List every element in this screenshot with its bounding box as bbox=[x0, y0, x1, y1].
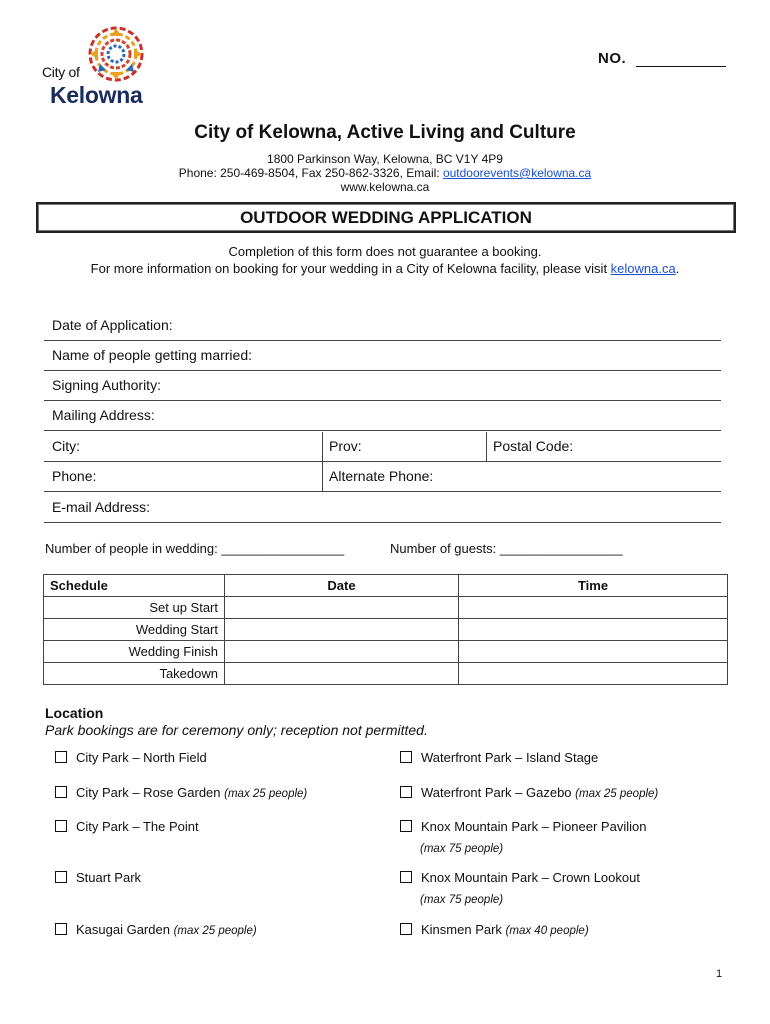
booking-disclaimer: Completion of this form does not guarantee a booking. bbox=[228, 244, 542, 259]
logo-name-text: Kelowna bbox=[50, 82, 143, 108]
time-cell[interactable] bbox=[459, 597, 728, 619]
phone-row bbox=[44, 462, 721, 492]
time-cell[interactable] bbox=[459, 663, 728, 685]
table-row bbox=[44, 597, 728, 619]
checkbox-icon[interactable] bbox=[55, 751, 67, 763]
location-option-pioneer-pavilion[interactable] bbox=[400, 819, 646, 834]
names-label: Name of people getting married: bbox=[52, 347, 252, 363]
location-heading: Location bbox=[45, 705, 104, 721]
kelowna-link[interactable]: kelowna.ca bbox=[610, 261, 676, 276]
schedule-table bbox=[43, 574, 728, 685]
email-field[interactable] bbox=[44, 493, 721, 523]
table-header-row bbox=[44, 575, 728, 597]
wedding-people-count[interactable]: Number of people in wedding: _________________ bbox=[45, 541, 345, 556]
city-logo bbox=[40, 26, 150, 110]
capacity-note: (max 25 people) bbox=[224, 788, 308, 800]
location-option-stuart-park[interactable] bbox=[55, 870, 141, 885]
date-cell[interactable] bbox=[225, 597, 459, 619]
time-header: Time bbox=[459, 575, 728, 597]
city-row bbox=[44, 432, 721, 462]
location-option-kasugai-garden[interactable] bbox=[55, 922, 257, 937]
more-info-note bbox=[0, 261, 770, 276]
address-line: 1800 Parkinson Way, Kelowna, BC V1Y 4P9 bbox=[267, 152, 503, 166]
capacity-note: (max 75 people) bbox=[420, 894, 504, 906]
phone-fax-text: Phone: 250-469-8504, Fax 250-862-3326, Email: bbox=[178, 166, 443, 180]
option-label: Kinsmen Park bbox=[421, 922, 502, 937]
option-label: Kasugai Garden bbox=[76, 922, 170, 937]
option-label: City Park – North Field bbox=[76, 750, 207, 765]
mailing-address-label: Mailing Address: bbox=[52, 407, 155, 423]
capacity-note: (max 25 people) bbox=[575, 788, 659, 800]
application-number-field[interactable] bbox=[636, 66, 726, 67]
signing-authority-field[interactable] bbox=[44, 371, 721, 401]
checkbox-icon[interactable] bbox=[400, 871, 412, 883]
checkbox-icon[interactable] bbox=[55, 871, 67, 883]
schedule-label: Wedding Finish bbox=[44, 641, 225, 663]
signing-authority-label: Signing Authority: bbox=[52, 377, 161, 393]
logo-city-text: City of bbox=[42, 64, 80, 80]
email-link[interactable]: outdoorevents@kelowna.ca bbox=[442, 166, 592, 180]
location-option-the-point[interactable] bbox=[55, 819, 199, 834]
date-header: Date bbox=[225, 575, 459, 597]
location-option-city-park-north-field[interactable] bbox=[55, 750, 207, 765]
location-option-gazebo[interactable] bbox=[400, 785, 658, 800]
page-number: 1 bbox=[716, 968, 723, 980]
names-field[interactable] bbox=[44, 341, 721, 371]
table-row bbox=[44, 663, 728, 685]
phone-label: Phone: bbox=[52, 468, 97, 484]
logo-sun-icon bbox=[88, 26, 144, 82]
prov-label: Prov: bbox=[329, 438, 362, 454]
more-info-period: . bbox=[675, 261, 680, 276]
date-cell[interactable] bbox=[225, 619, 459, 641]
application-number-label: NO. bbox=[598, 50, 627, 67]
capacity-note: (max 40 people) bbox=[505, 925, 589, 937]
date-cell[interactable] bbox=[225, 663, 459, 685]
time-cell[interactable] bbox=[459, 619, 728, 641]
divider bbox=[486, 432, 487, 462]
location-option-crown-lookout[interactable] bbox=[400, 870, 640, 885]
capacity-note: (max 25 people) bbox=[173, 925, 257, 937]
table-row bbox=[44, 619, 728, 641]
schedule-label: Takedown bbox=[44, 663, 225, 685]
checkbox-icon[interactable] bbox=[400, 786, 412, 798]
checkbox-icon[interactable] bbox=[55, 923, 67, 935]
checkbox-icon[interactable] bbox=[400, 820, 412, 832]
schedule-label: Set up Start bbox=[44, 597, 225, 619]
alternate-phone-label: Alternate Phone: bbox=[329, 468, 434, 484]
capacity-note: (max 75 people) bbox=[420, 843, 504, 855]
postal-code-label: Postal Code: bbox=[493, 438, 574, 454]
mailing-address-field[interactable] bbox=[44, 401, 721, 431]
location-note: Park bookings are for ceremony only; reception not permitted. bbox=[45, 722, 428, 738]
schedule-label: Wedding Start bbox=[44, 619, 225, 641]
email-label: E-mail Address: bbox=[52, 499, 151, 515]
table-row bbox=[44, 641, 728, 663]
website-text: www.kelowna.ca bbox=[340, 180, 430, 194]
option-label: Waterfront Park – Island Stage bbox=[421, 750, 599, 765]
divider bbox=[322, 432, 323, 492]
date-of-application-label: Date of Application: bbox=[52, 317, 173, 333]
option-label: City Park – The Point bbox=[76, 819, 199, 834]
checkbox-icon[interactable] bbox=[55, 786, 67, 798]
location-option-rose-garden[interactable] bbox=[55, 785, 307, 800]
location-option-island-stage[interactable] bbox=[400, 750, 598, 765]
time-cell[interactable] bbox=[459, 641, 728, 663]
guest-count[interactable]: Number of guests: _________________ bbox=[390, 541, 623, 556]
option-label: Waterfront Park – Gazebo bbox=[421, 785, 572, 800]
date-of-application-field[interactable] bbox=[44, 311, 721, 341]
checkbox-icon[interactable] bbox=[400, 923, 412, 935]
location-option-kinsmen-park[interactable] bbox=[400, 922, 589, 937]
schedule-header: Schedule bbox=[44, 575, 225, 597]
option-label: City Park – Rose Garden bbox=[76, 785, 221, 800]
form-title-banner: OUTDOOR WEDDING APPLICATION bbox=[36, 202, 736, 233]
more-info-text: For more information on booking for your wedding in a City of Kelowna facility, please visit bbox=[90, 261, 611, 276]
date-cell[interactable] bbox=[225, 641, 459, 663]
option-label: Knox Mountain Park – Crown Lookout bbox=[421, 870, 640, 885]
checkbox-icon[interactable] bbox=[400, 751, 412, 763]
contact-line bbox=[0, 166, 770, 180]
organization-title: City of Kelowna, Active Living and Culture bbox=[194, 122, 576, 143]
option-label: Knox Mountain Park – Pioneer Pavilion bbox=[421, 819, 647, 834]
city-label: City: bbox=[52, 438, 80, 454]
option-label: Stuart Park bbox=[76, 870, 142, 885]
checkbox-icon[interactable] bbox=[55, 820, 67, 832]
